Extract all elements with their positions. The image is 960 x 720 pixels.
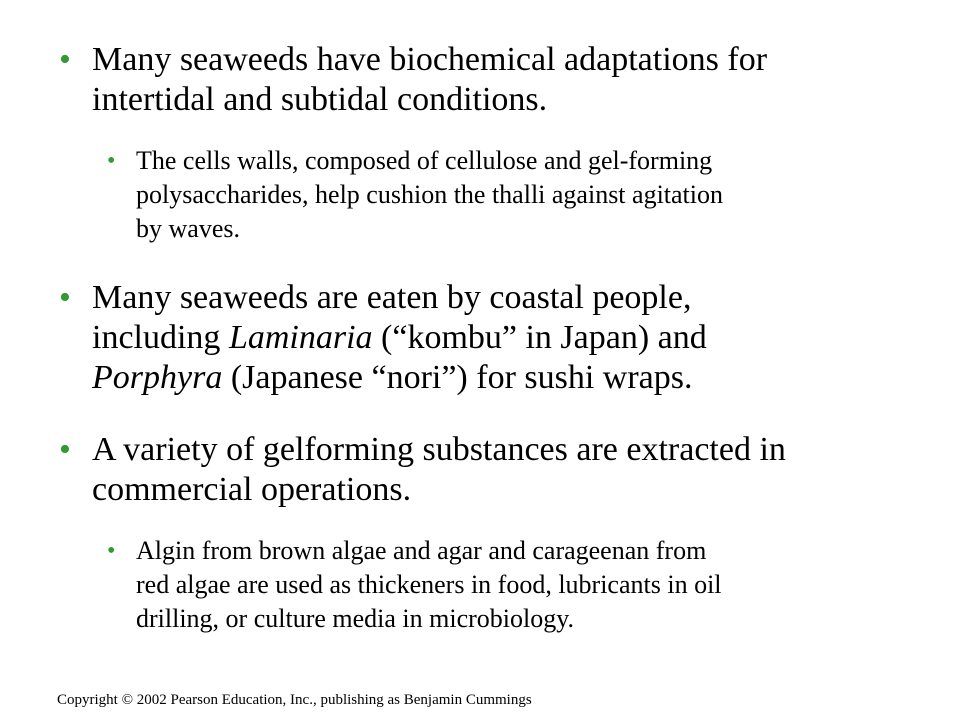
text-line: red algae are used as thickeners in food, lubricants in oil [136, 570, 722, 599]
text-line: intertidal and subtidal conditions. [92, 81, 548, 118]
bullet-point-2 [59, 278, 707, 398]
text-line: Many seaweeds are eaten by coastal people, [92, 279, 692, 316]
sub-bullet-point-1 [107, 144, 724, 246]
sub-bullet-point-2 [107, 534, 722, 636]
bullet-point-1 [59, 40, 768, 120]
copyright-footer: Copyright © 2002 Pearson Education, Inc., publishing as Benjamin Cummings [57, 692, 532, 708]
bullet-text [92, 40, 767, 120]
text-line [92, 358, 707, 398]
sub-bullet-text [136, 144, 723, 246]
text-line: by waves. [136, 214, 240, 243]
sub-bullet-icon: • [107, 538, 116, 564]
bullet-point-3 [59, 430, 786, 510]
bullet-text [92, 430, 786, 510]
bullet-icon: • [59, 279, 71, 316]
text-segment: (“kombu” in Japan) and [372, 319, 707, 356]
text-line: A variety of gelforming substances are extracted in [92, 431, 786, 468]
text-line: Algin from brown algae and agar and carageenan from [136, 536, 707, 565]
text-line: Many seaweeds have biochemical adaptations for [92, 41, 768, 78]
text-segment: (Japanese “nori”) for sushi wraps. [222, 359, 693, 396]
bullet-text [92, 278, 707, 398]
bullet-icon: • [59, 41, 71, 78]
sub-bullet-text [136, 534, 722, 636]
text-line: polysaccharides, help cushion the thalli against agitation [136, 180, 724, 209]
text-segment: including [92, 319, 229, 356]
bullet-icon: • [59, 431, 71, 468]
text-line: commercial operations. [92, 471, 412, 508]
text-line: The cells walls, composed of cellulose and gel-forming [136, 146, 713, 175]
sub-bullet-icon: • [107, 148, 116, 174]
genus-name: Porphyra [92, 359, 223, 396]
text-line [92, 318, 707, 358]
genus-name: Laminaria [228, 319, 373, 356]
text-line: drilling, or culture media in microbiology. [136, 604, 575, 633]
